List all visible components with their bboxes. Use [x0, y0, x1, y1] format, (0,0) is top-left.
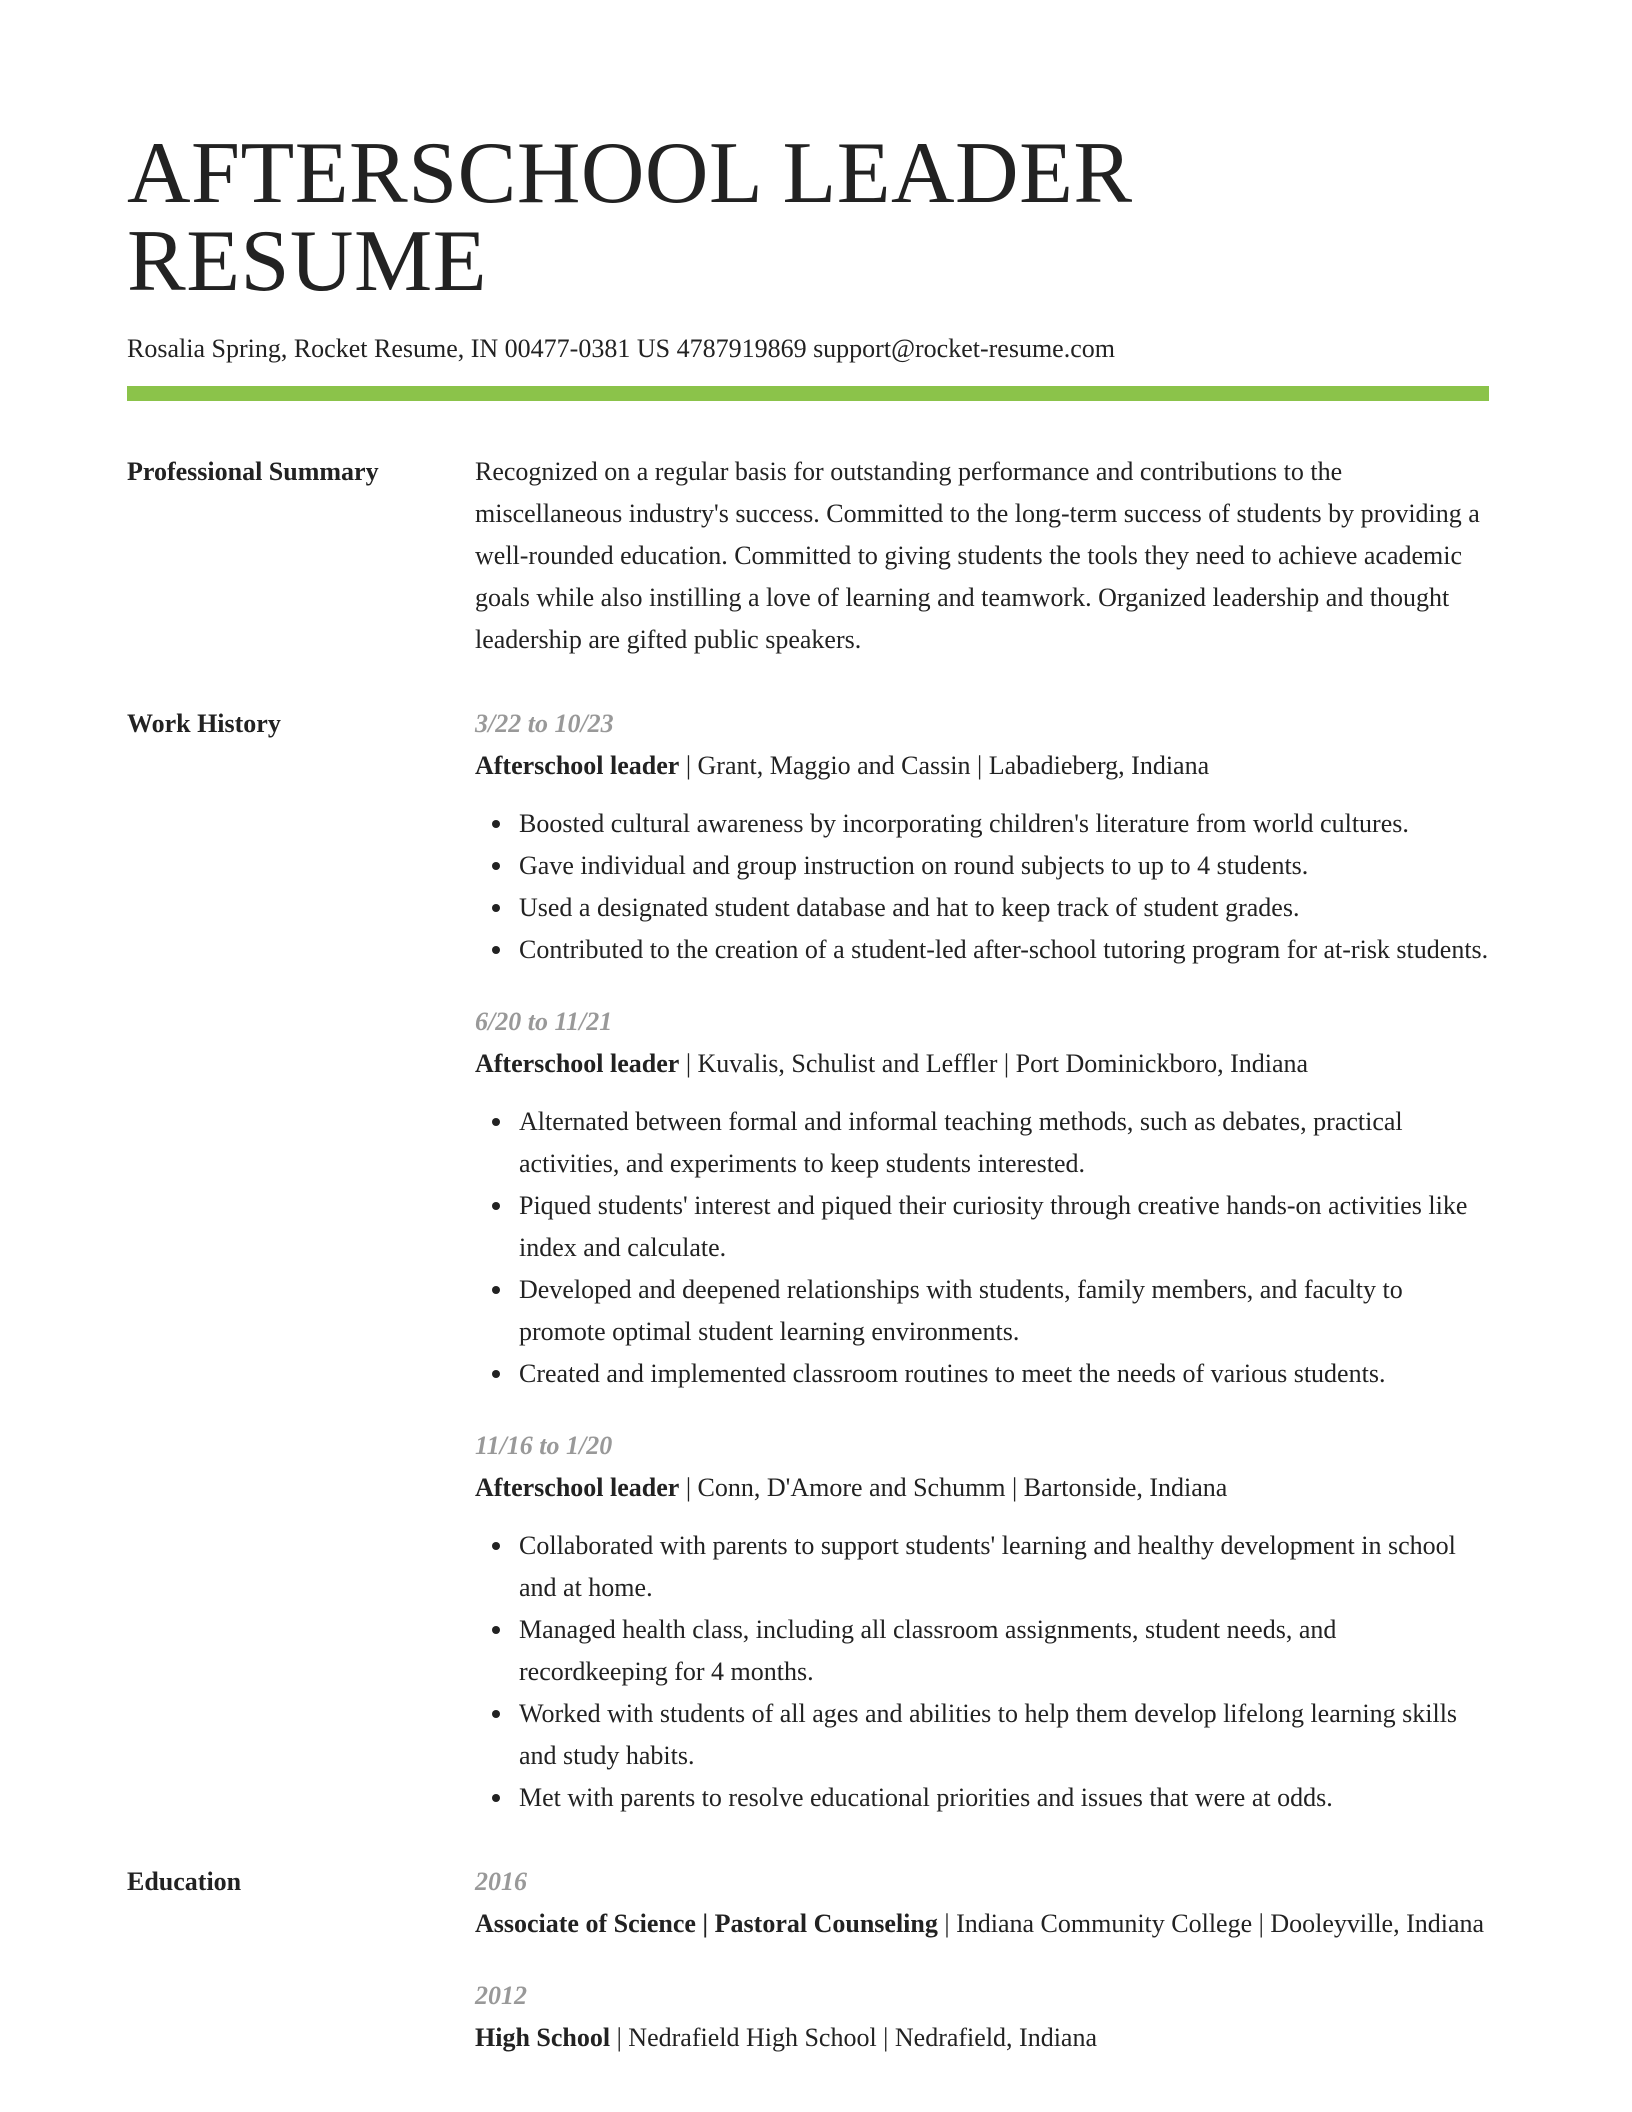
summary-section — [127, 451, 1505, 661]
job-duty-item: Collaborated with parents to support students' learning and healthy development in school and at home. — [519, 1525, 1489, 1609]
job-dates: 11/16 to 1/20 — [475, 1430, 613, 1460]
school-location: | Indiana Community College | Dooleyville, Indiana — [937, 1908, 1485, 1938]
job-duty-item: Managed health class, including all classroom assignments, student needs, and recordkeeping for 4 months. — [519, 1609, 1489, 1693]
degree-title: High School — [475, 2022, 611, 2052]
work-history-section — [127, 703, 1505, 1819]
job-duty-item: Contributed to the creation of a student-led after-school tutoring program for at-risk students. — [519, 929, 1489, 971]
education-section — [127, 1861, 1505, 2059]
job-title: Afterschool leader — [475, 1048, 680, 1078]
resume-title: AFTERSCHOOL LEADER RESUME — [127, 125, 1133, 310]
job-duty-item: Used a designated student database and hat to keep track of student grades. — [519, 887, 1489, 929]
school-location: | Nedrafield High School | Nedrafield, Indiana — [610, 2022, 1098, 2052]
section-heading-summary: Professional Summary — [127, 456, 379, 486]
job-heading — [475, 1043, 1489, 1085]
degree-title: Associate of Science | Pastoral Counseling — [475, 1908, 938, 1938]
job-heading — [475, 745, 1489, 787]
job-heading — [475, 1467, 1489, 1509]
job-dates: 6/20 to 11/21 — [475, 1006, 613, 1036]
section-heading-work-history: Work History — [127, 708, 281, 738]
job-duty-item: Worked with students of all ages and abilities to help them develop lifelong learning skills and study habits. — [519, 1693, 1489, 1777]
job-duty-item: Met with parents to resolve educational priorities and issues that were at odds. — [519, 1777, 1489, 1819]
job-duties-list — [475, 1525, 1489, 1819]
job-title: Afterschool leader — [475, 750, 680, 780]
job-entry — [475, 1001, 1489, 1395]
contact-line: Rosalia Spring, Rocket Resume, IN 00477-0381 US 4787919869 support@rocket-resume.com — [127, 334, 1115, 363]
job-duty-item: Piqued students' interest and piqued their curiosity through creative hands-on activities like index and calculate. — [519, 1185, 1489, 1269]
job-duties-list — [475, 1101, 1489, 1395]
education-year: 2012 — [475, 1980, 527, 2010]
job-duty-item: Developed and deepened relationships with students, family members, and faculty to promote optimal student learning environments. — [519, 1269, 1489, 1353]
job-duty-item: Alternated between formal and informal teaching methods, such as debates, practical activities, and experiments to keep students interested. — [519, 1101, 1489, 1185]
education-entry — [475, 1861, 1489, 1945]
job-entry — [475, 1425, 1489, 1819]
job-entry — [475, 703, 1489, 971]
education-entry — [475, 1975, 1489, 2059]
job-duties-list — [475, 803, 1489, 971]
header-divider — [127, 386, 1489, 401]
job-employer-location: | Kuvalis, Schulist and Leffler | Port Dominickboro, Indiana — [679, 1048, 1309, 1078]
job-employer-location: | Conn, D'Amore and Schumm | Bartonside, Indiana — [679, 1472, 1228, 1502]
job-employer-location: | Grant, Maggio and Cassin | Labadieberg, Indiana — [679, 750, 1210, 780]
section-heading-education: Education — [127, 1866, 242, 1896]
education-heading — [475, 2017, 1489, 2059]
job-duty-item: Created and implemented classroom routines to meet the needs of various students. — [519, 1353, 1489, 1395]
education-heading — [475, 1903, 1489, 1945]
job-dates: 3/22 to 10/23 — [475, 708, 614, 738]
job-duty-item: Gave individual and group instruction on round subjects to up to 4 students. — [519, 845, 1489, 887]
job-title: Afterschool leader — [475, 1472, 680, 1502]
job-duty-item: Boosted cultural awareness by incorporating children's literature from world cultures. — [519, 803, 1489, 845]
education-year: 2016 — [475, 1866, 527, 1896]
summary-text: Recognized on a regular basis for outstanding performance and contributions to the miscellaneous industry's success. Committed to the long-term success of students by providing a well-rounded education. Committed to giving students the tools they need to achieve academic goals while also instilling a love of learning and teamwork. Organized leadership and thought leadership are gifted public speakers. — [475, 456, 1480, 654]
